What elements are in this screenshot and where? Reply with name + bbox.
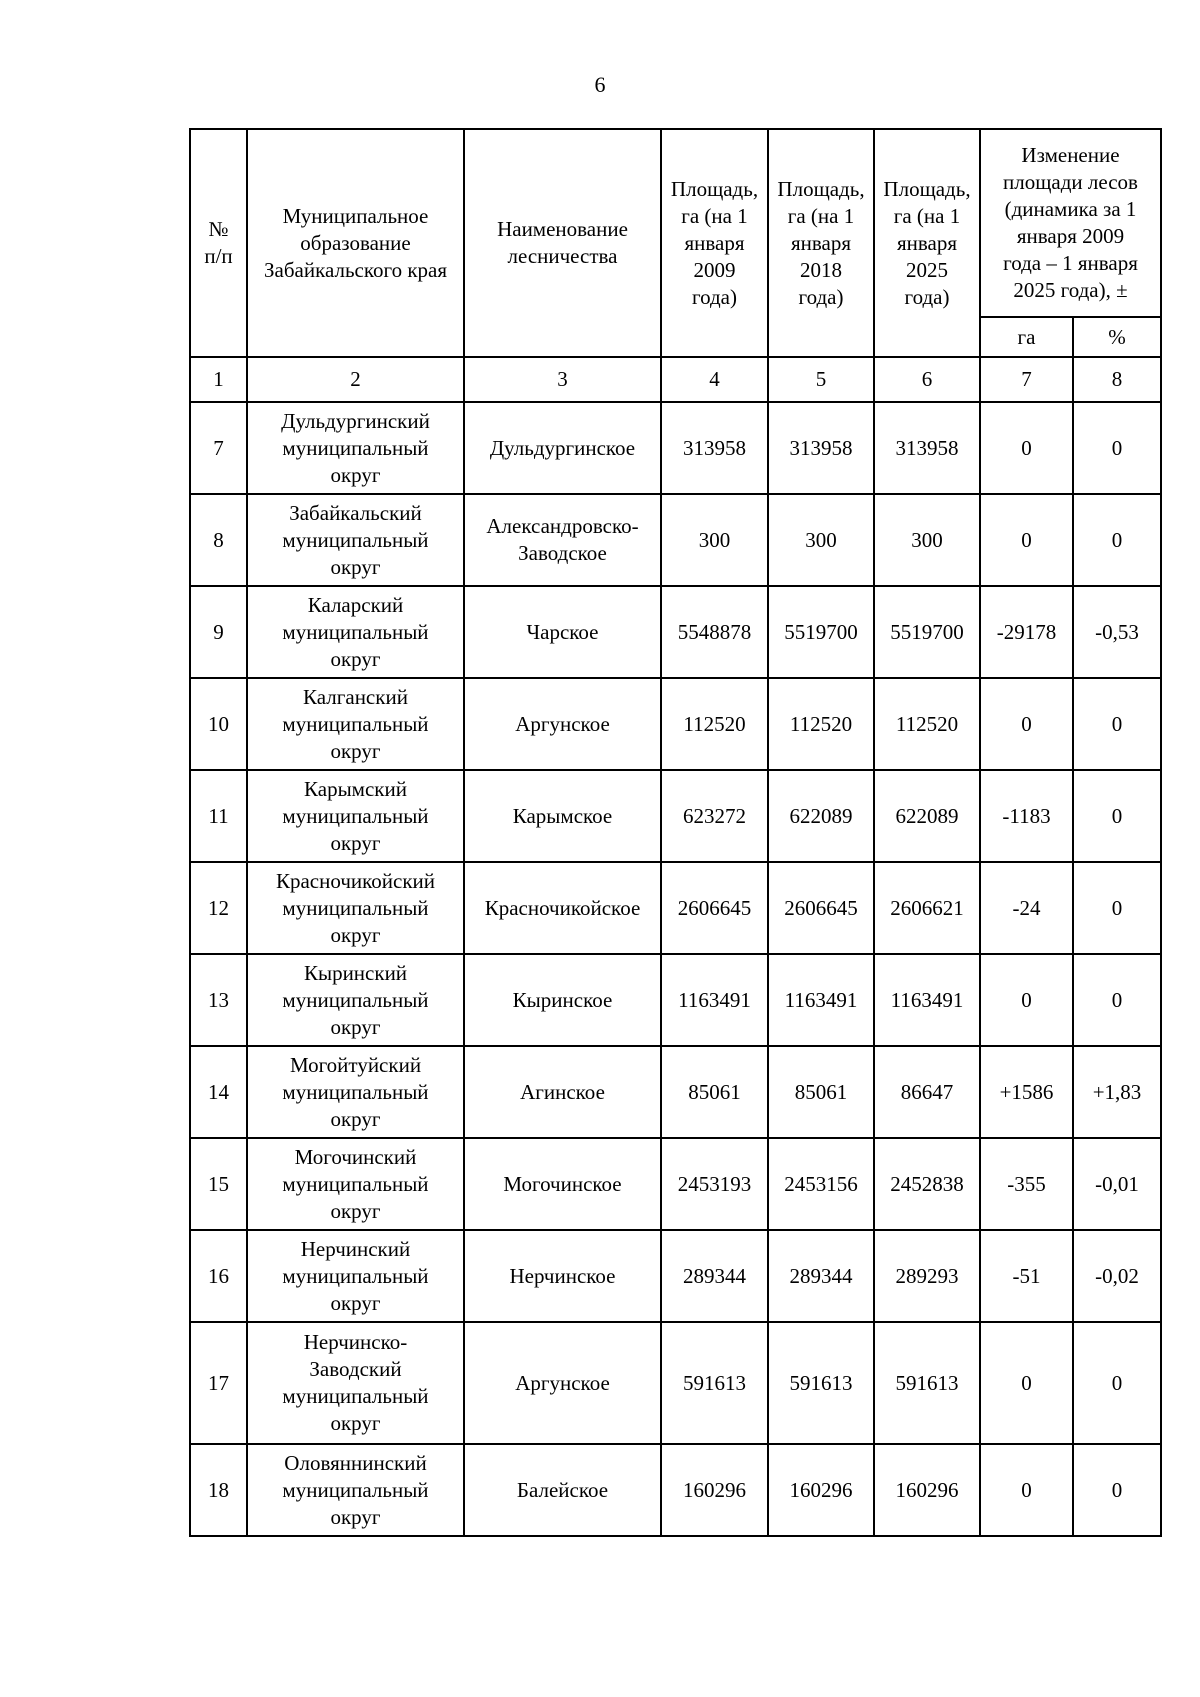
area-2018-cell: 85061 [768,1046,874,1138]
municipality-cell: Оловяннинский муниципальный округ [247,1444,464,1536]
change-ha-cell: 0 [980,678,1073,770]
table-row [190,1230,1161,1322]
change-percent-cell: -0,01 [1073,1138,1161,1230]
municipality-cell: Могойтуйский муниципальный округ [247,1046,464,1138]
forestry-cell: Аргунское [464,678,661,770]
area-2018-cell: 622089 [768,770,874,862]
column-number: 3 [464,357,661,402]
forestry-cell: Александровско- Заводское [464,494,661,586]
area-2009-cell: 313958 [661,402,768,494]
change-percent-cell: 0 [1073,402,1161,494]
change-percent-cell: +1,83 [1073,1046,1161,1138]
row-number-cell: 11 [190,770,247,862]
column-number: 2 [247,357,464,402]
change-ha-cell: -1183 [980,770,1073,862]
page-number: 6 [594,72,606,97]
row-number-cell: 7 [190,402,247,494]
forestry-cell: Аргунское [464,1322,661,1444]
change-ha-cell: -51 [980,1230,1073,1322]
change-percent-cell: 0 [1073,1444,1161,1536]
table-row [190,1046,1161,1138]
forestry-cell: Красночикойское [464,862,661,954]
area-2009-cell: 2453193 [661,1138,768,1230]
column-number: 5 [768,357,874,402]
area-2025-cell: 289293 [874,1230,980,1322]
row-number-cell: 18 [190,1444,247,1536]
forestry-cell: Балейское [464,1444,661,1536]
area-2009-cell: 5548878 [661,586,768,678]
area-2018-cell: 112520 [768,678,874,770]
area-2018-cell: 5519700 [768,586,874,678]
municipality-cell: Красночикойский муниципальный округ [247,862,464,954]
forestry-cell: Агинское [464,1046,661,1138]
area-2025-cell: 5519700 [874,586,980,678]
table-row [190,494,1161,586]
change-percent-cell: 0 [1073,494,1161,586]
row-number-cell: 8 [190,494,247,586]
header-area-2009: Площадь, га (на 1 января 2009 года) [661,129,768,357]
area-2025-cell: 313958 [874,402,980,494]
area-2025-cell: 591613 [874,1322,980,1444]
change-ha-cell: 0 [980,402,1073,494]
row-number-cell: 16 [190,1230,247,1322]
change-percent-cell: 0 [1073,862,1161,954]
forestry-cell: Кыринское [464,954,661,1046]
change-percent-cell: 0 [1073,770,1161,862]
area-2018-cell: 300 [768,494,874,586]
header-row-number: № п/п [190,129,247,357]
table-row [190,678,1161,770]
table-row [190,1444,1161,1536]
area-2009-cell: 300 [661,494,768,586]
change-percent-cell: -0,53 [1073,586,1161,678]
change-ha-cell: 0 [980,954,1073,1046]
table-row [190,402,1161,494]
municipality-cell: Дульдургинский муниципальный округ [247,402,464,494]
change-ha-cell: 0 [980,494,1073,586]
municipality-cell: Карымский муниципальный округ [247,770,464,862]
area-2025-cell: 622089 [874,770,980,862]
area-2018-cell: 160296 [768,1444,874,1536]
header-municipality: Муниципальное образование Забайкальского края [247,129,464,357]
area-2018-cell: 2606645 [768,862,874,954]
area-2009-cell: 289344 [661,1230,768,1322]
area-2018-cell: 2453156 [768,1138,874,1230]
change-percent-cell: 0 [1073,678,1161,770]
change-percent-cell: 0 [1073,954,1161,1046]
table-row [190,1138,1161,1230]
table-row [190,586,1161,678]
area-2018-cell: 591613 [768,1322,874,1444]
area-2025-cell: 1163491 [874,954,980,1046]
area-2018-cell: 289344 [768,1230,874,1322]
change-percent-cell: -0,02 [1073,1230,1161,1322]
municipality-cell: Калганский муниципальный округ [247,678,464,770]
area-2009-cell: 623272 [661,770,768,862]
column-number: 6 [874,357,980,402]
row-number-cell: 17 [190,1322,247,1444]
row-number-cell: 15 [190,1138,247,1230]
change-ha-cell: +1586 [980,1046,1073,1138]
table-row [190,1322,1161,1444]
table-row [190,770,1161,862]
row-number-cell: 12 [190,862,247,954]
area-2025-cell: 2606621 [874,862,980,954]
municipality-cell: Нерчинский муниципальный округ [247,1230,464,1322]
change-ha-cell: -24 [980,862,1073,954]
row-number-cell: 13 [190,954,247,1046]
change-ha-cell: 0 [980,1444,1073,1536]
area-2025-cell: 300 [874,494,980,586]
table-row [190,954,1161,1046]
municipality-cell: Нерчинско- Заводский муниципальный округ [247,1322,464,1444]
row-number-cell: 9 [190,586,247,678]
area-2009-cell: 2606645 [661,862,768,954]
forestry-cell: Нерчинское [464,1230,661,1322]
municipality-cell: Кыринский муниципальный округ [247,954,464,1046]
header-change-percent: % [1073,317,1161,357]
column-number: 8 [1073,357,1161,402]
change-ha-cell: 0 [980,1322,1073,1444]
change-ha-cell: -355 [980,1138,1073,1230]
area-2018-cell: 313958 [768,402,874,494]
header-area-change: Изменение площади лесов (динамика за 1 января 2009 года – 1 января 2025 года), ± [980,129,1161,317]
area-2025-cell: 160296 [874,1444,980,1536]
area-2025-cell: 2452838 [874,1138,980,1230]
row-number-cell: 14 [190,1046,247,1138]
column-number: 7 [980,357,1073,402]
forestry-cell: Чарское [464,586,661,678]
forest-area-table [189,128,1162,1537]
area-2025-cell: 112520 [874,678,980,770]
header-area-2025: Площадь, га (на 1 января 2025 года) [874,129,980,357]
forestry-cell: Дульдургинское [464,402,661,494]
area-2009-cell: 160296 [661,1444,768,1536]
table-body [190,402,1161,1536]
municipality-cell: Забайкальский муниципальный округ [247,494,464,586]
forestry-cell: Могочинское [464,1138,661,1230]
area-2009-cell: 112520 [661,678,768,770]
area-2009-cell: 85061 [661,1046,768,1138]
header-change-ha: га [980,317,1073,357]
area-2009-cell: 1163491 [661,954,768,1046]
municipality-cell: Могочинский муниципальный округ [247,1138,464,1230]
municipality-cell: Каларский муниципальный округ [247,586,464,678]
column-number: 1 [190,357,247,402]
column-number: 4 [661,357,768,402]
change-ha-cell: -29178 [980,586,1073,678]
table-row [190,862,1161,954]
forestry-cell: Карымское [464,770,661,862]
row-number-cell: 10 [190,678,247,770]
column-number-row [190,357,1161,402]
change-percent-cell: 0 [1073,1322,1161,1444]
header-forestry: Наименование лесничества [464,129,661,357]
area-2009-cell: 591613 [661,1322,768,1444]
header-area-2018: Площадь, га (на 1 января 2018 года) [768,129,874,357]
area-2025-cell: 86647 [874,1046,980,1138]
area-2018-cell: 1163491 [768,954,874,1046]
